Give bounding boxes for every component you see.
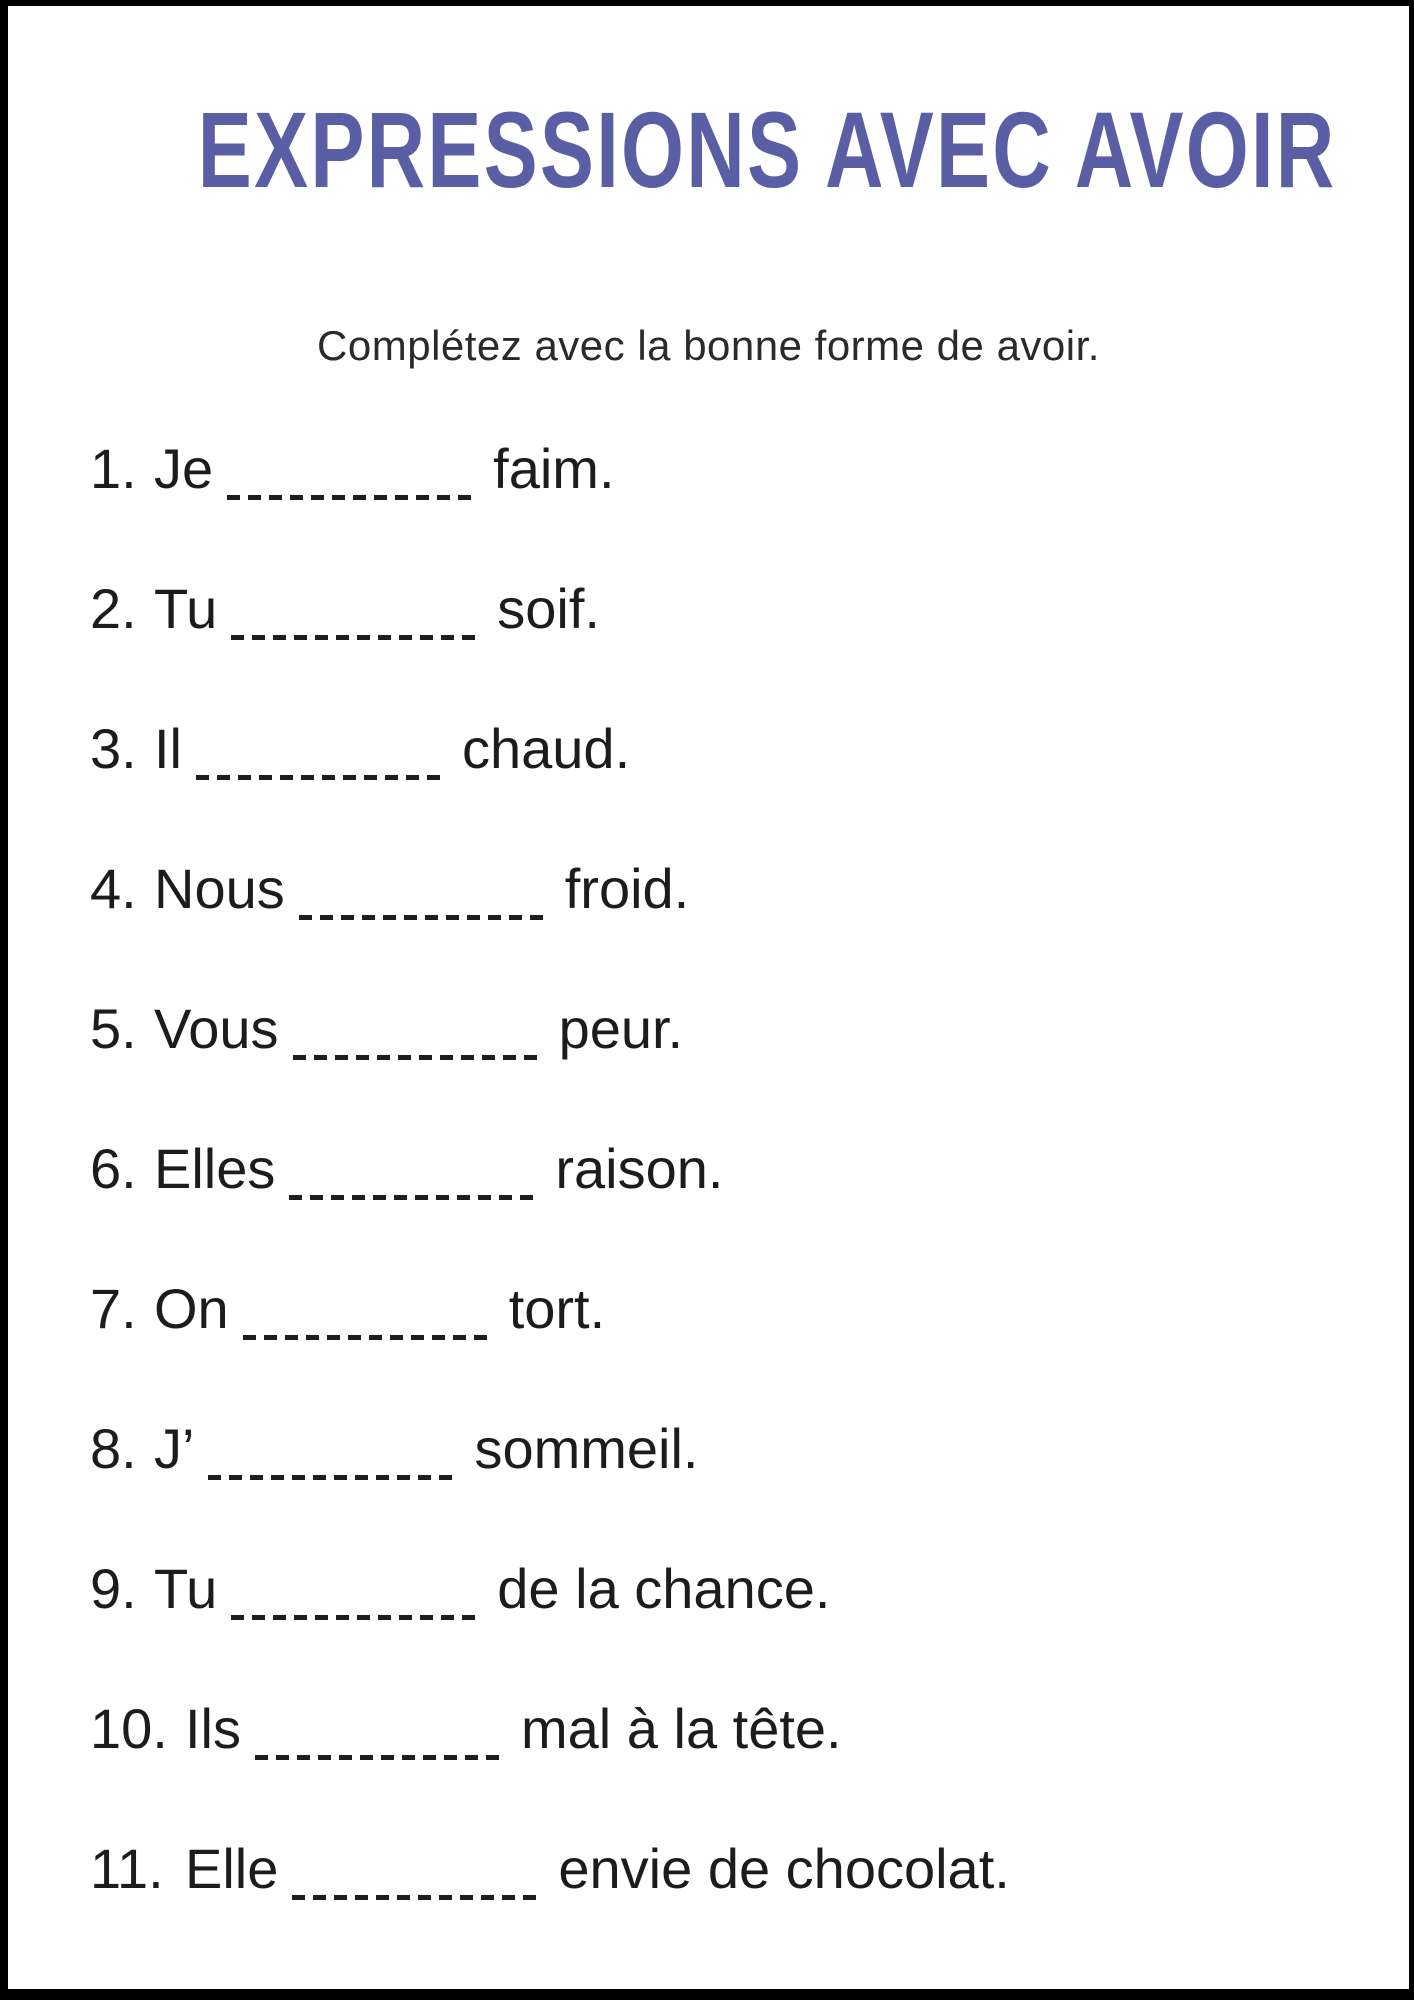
exercise-item [90, 1137, 1409, 1201]
item-completion: envie de chocolat. [558, 1837, 1010, 1901]
item-completion: sommeil. [474, 1417, 699, 1481]
item-pronoun: Nous [154, 857, 285, 921]
item-number: 2. [90, 577, 137, 641]
exercise-item [90, 577, 1409, 641]
fill-in-blank-line [243, 1334, 495, 1340]
item-completion: chaud. [462, 717, 631, 781]
item-completion: peur. [558, 997, 684, 1061]
item-number: 6. [90, 1137, 137, 1201]
item-pronoun: Elle [185, 1837, 279, 1901]
exercise-item [90, 1417, 1409, 1481]
item-number: 7. [90, 1277, 137, 1341]
item-pronoun: Il [154, 717, 182, 781]
exercise-item [90, 1697, 1409, 1761]
exercise-item [90, 1557, 1409, 1621]
fill-in-blank-line [255, 1754, 507, 1760]
worksheet-instructions: Complétez avec la bonne forme de avoir. [317, 322, 1100, 369]
exercise-item [90, 1277, 1409, 1341]
exercise-list [8, 437, 1409, 1901]
item-number: 11. [90, 1837, 164, 1901]
item-completion: mal à la tête. [521, 1697, 842, 1761]
item-completion: tort. [508, 1277, 606, 1341]
fill-in-blank-line [231, 1614, 483, 1620]
item-pronoun: On [154, 1277, 229, 1341]
item-completion: raison. [555, 1137, 724, 1201]
item-completion: de la chance. [497, 1557, 831, 1621]
item-number: 3. [90, 717, 137, 781]
fill-in-blank-line [227, 494, 479, 500]
item-pronoun: Je [154, 437, 214, 501]
item-number: 9. [90, 1557, 137, 1621]
item-number: 10. [90, 1697, 168, 1761]
page-title-text: EXPRESSIONS AVEC AVOIR [197, 89, 1337, 210]
exercise-item [90, 1837, 1409, 1901]
exercise-item [90, 857, 1409, 921]
item-pronoun: J’ [154, 1417, 195, 1481]
fill-in-blank-line [293, 1054, 545, 1060]
fill-in-blank-line [231, 634, 483, 640]
item-number: 4. [90, 857, 137, 921]
item-pronoun: Ils [185, 1697, 241, 1761]
item-completion: faim. [493, 437, 615, 501]
exercise-item [90, 717, 1409, 781]
item-completion: soif. [497, 577, 600, 641]
item-number: 5. [90, 997, 137, 1061]
item-pronoun: Vous [154, 997, 279, 1061]
item-pronoun: Tu [154, 1557, 218, 1621]
exercise-item [90, 997, 1409, 1061]
page-title [8, 89, 1409, 210]
fill-in-blank-line [299, 914, 551, 920]
item-completion: froid. [564, 857, 690, 921]
item-pronoun: Tu [154, 577, 218, 641]
fill-in-blank-line [289, 1194, 541, 1200]
item-pronoun: Elles [154, 1137, 276, 1201]
fill-in-blank-line [292, 1894, 544, 1900]
item-number: 8. [90, 1417, 137, 1481]
fill-in-blank-line [196, 774, 448, 780]
exercise-item [90, 437, 1409, 501]
fill-in-blank-line [208, 1474, 460, 1480]
item-number: 1. [90, 437, 137, 501]
